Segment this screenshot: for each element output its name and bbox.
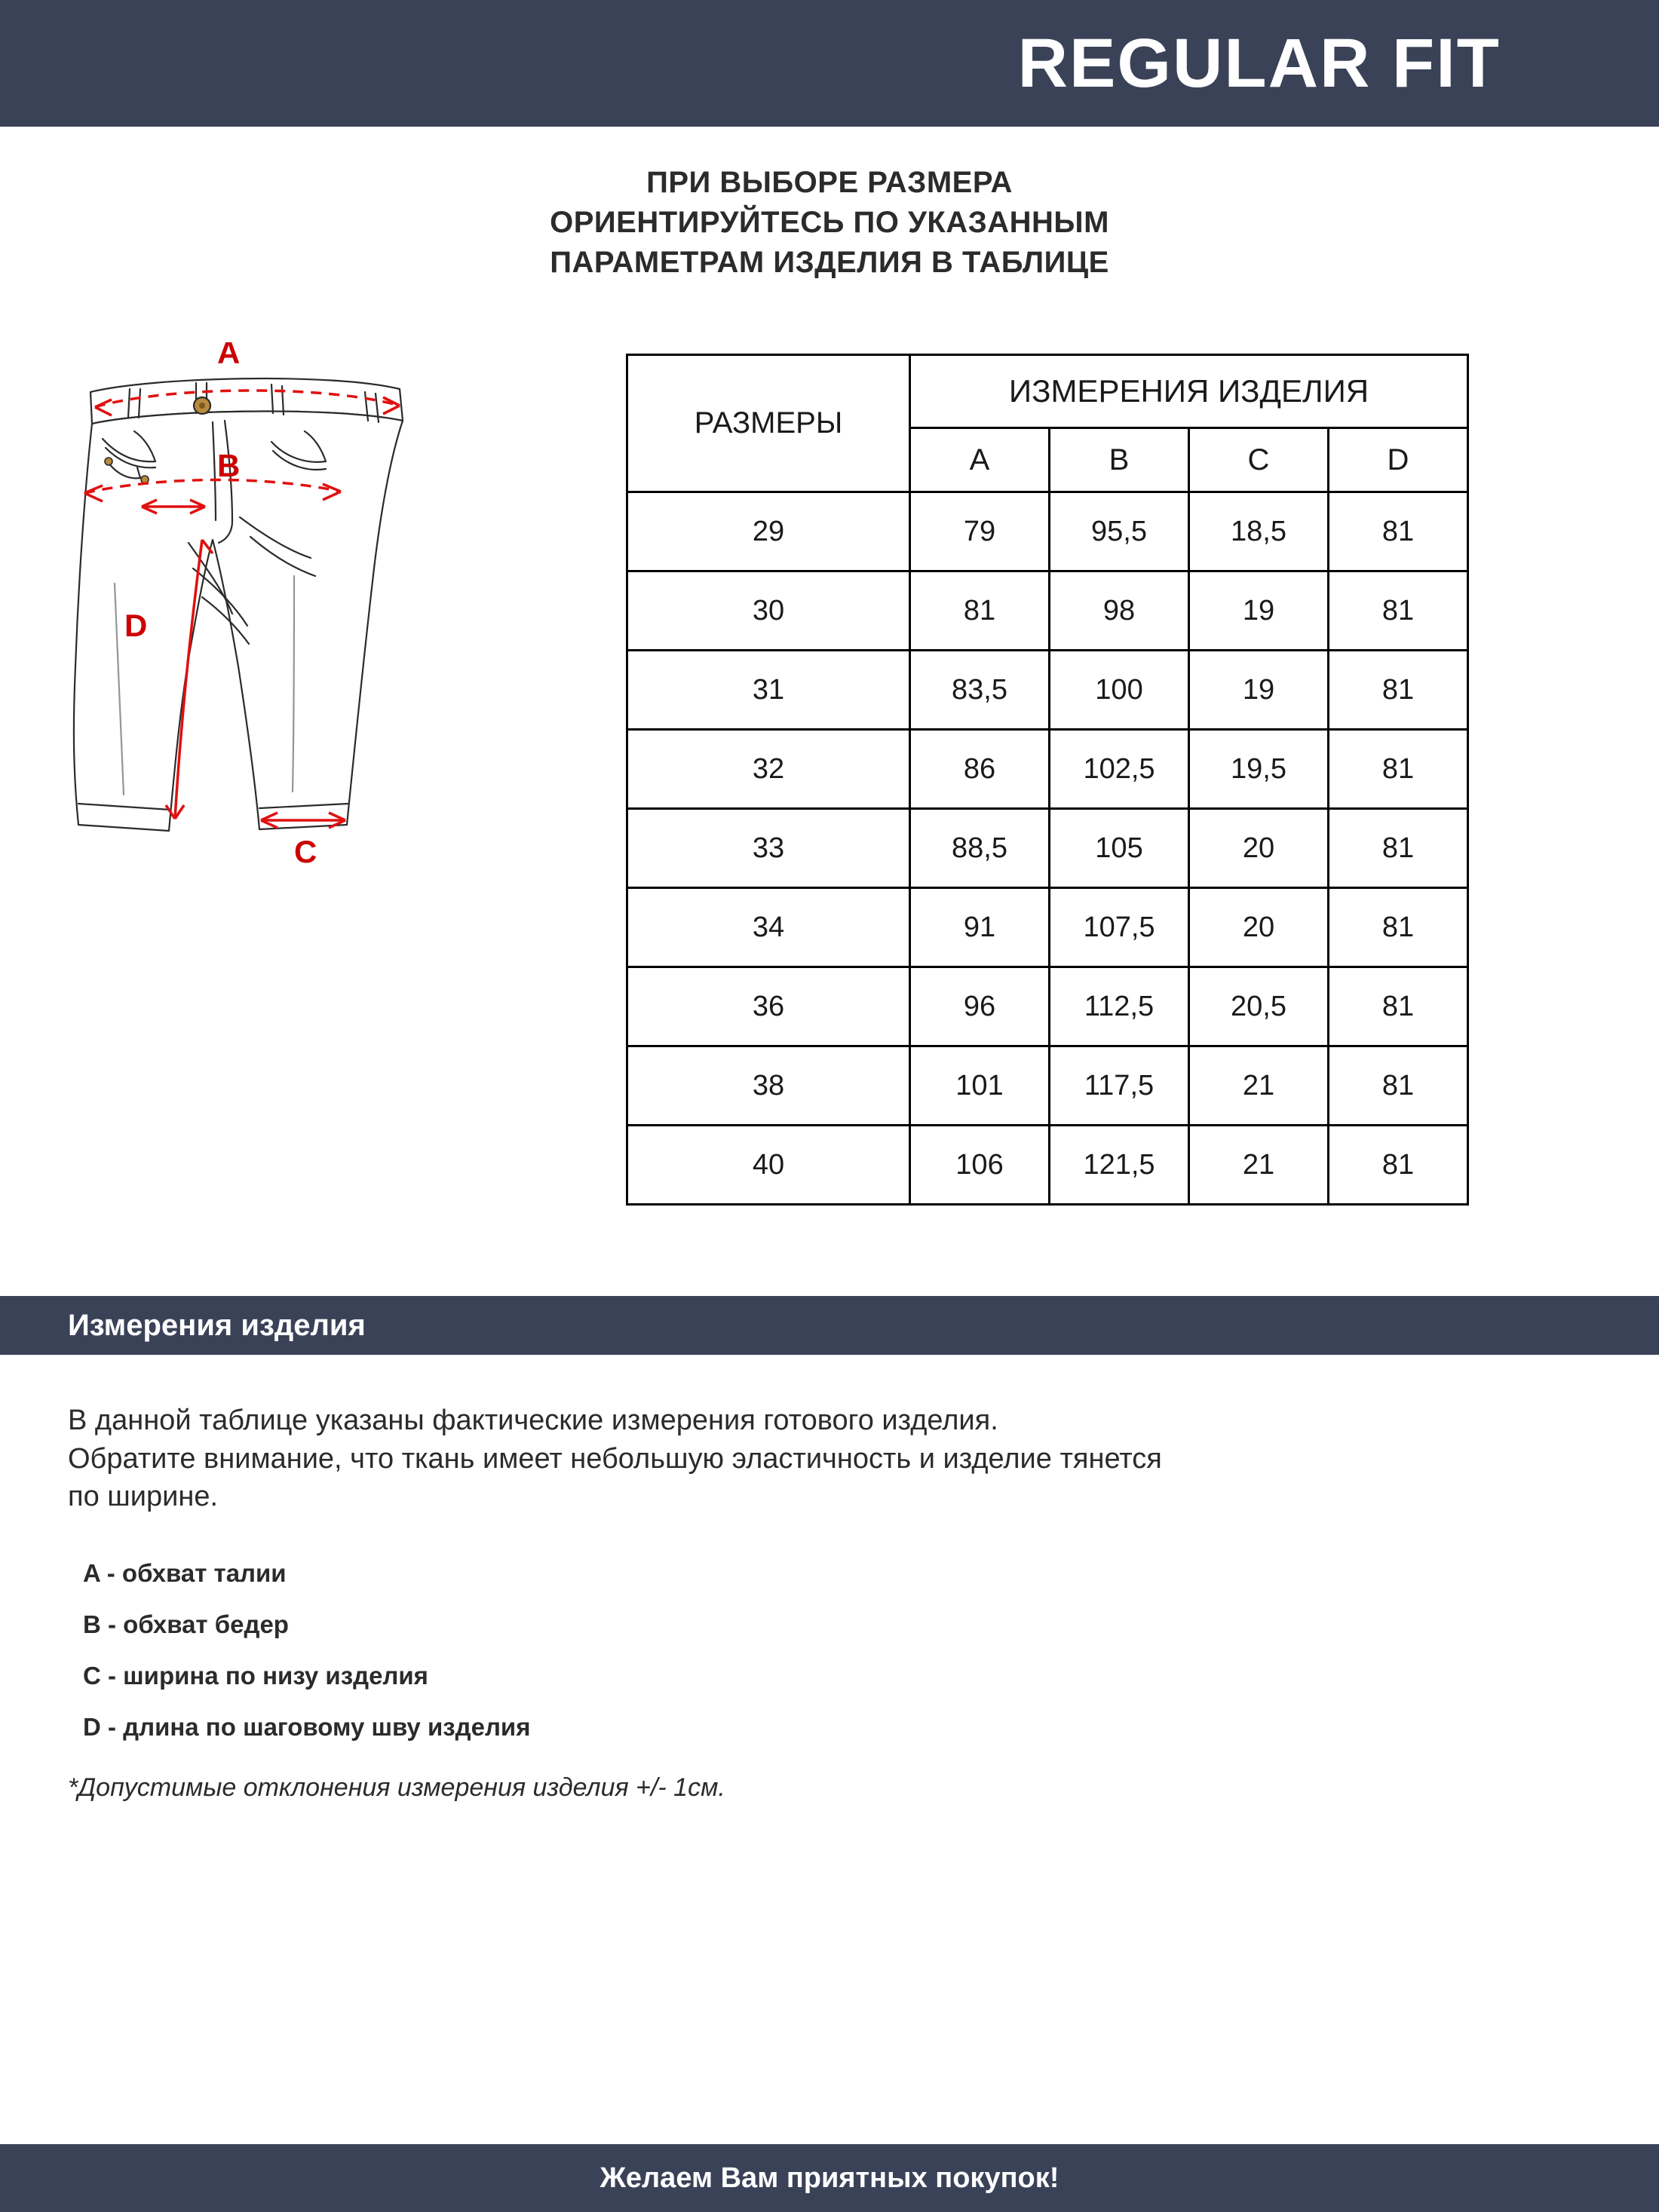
- column-header-c: C: [1189, 428, 1329, 492]
- size-value: 38: [627, 1046, 910, 1126]
- value-c: 20,5: [1189, 967, 1329, 1046]
- table-row: [627, 571, 1468, 651]
- measurements-group-header: ИЗМЕРЕНИЯ ИЗДЕЛИЯ: [910, 355, 1468, 428]
- value-b: 121,5: [1050, 1126, 1189, 1205]
- table-row: [627, 651, 1468, 730]
- table-row: [627, 809, 1468, 888]
- diagram-label-d: D: [124, 608, 148, 644]
- legend-item-b: B - обхват бедер: [83, 1610, 289, 1638]
- notes-block: [0, 1355, 1659, 1802]
- size-value: 34: [627, 888, 910, 967]
- value-b: 100: [1050, 651, 1189, 730]
- footer-text: Желаем Вам приятных покупок!: [600, 2161, 1059, 2194]
- table-row: [627, 1126, 1468, 1205]
- value-c: 18,5: [1189, 492, 1329, 571]
- section-bar: [0, 1296, 1659, 1355]
- value-b: 117,5: [1050, 1046, 1189, 1126]
- value-a: 79: [910, 492, 1050, 571]
- legend-item-c: C - ширина по низу изделия: [83, 1661, 428, 1690]
- subtitle-line-1: ПРИ ВЫБОРЕ РАЗМЕРА: [646, 166, 1013, 199]
- value-c: 20: [1189, 888, 1329, 967]
- value-b: 105: [1050, 809, 1189, 888]
- value-b: 98: [1050, 571, 1189, 651]
- footer-bar: [0, 2144, 1659, 2212]
- legend-item-d: D - длина по шаговому шву изделия: [83, 1712, 531, 1741]
- table-row: [627, 492, 1468, 571]
- value-a: 106: [910, 1126, 1050, 1205]
- value-a: 81: [910, 571, 1050, 651]
- sizes-column-header: РАЗМЕРЫ: [627, 355, 910, 492]
- value-a: 91: [910, 888, 1050, 967]
- subtitle-line-3: ПАРАМЕТРАМ ИЗДЕЛИЯ В ТАБЛИЦЕ: [550, 245, 1109, 279]
- value-c: 20: [1189, 809, 1329, 888]
- value-a: 101: [910, 1046, 1050, 1126]
- section-title: Измерения изделия: [68, 1308, 366, 1342]
- value-d: 81: [1329, 492, 1468, 571]
- note-line-2: Обратите внимание, что ткань имеет небольшую эластичность и изделие тянется: [68, 1442, 1162, 1475]
- value-b: 107,5: [1050, 888, 1189, 967]
- value-b: 112,5: [1050, 967, 1189, 1046]
- value-c: 21: [1189, 1046, 1329, 1126]
- column-header-d: D: [1329, 428, 1468, 492]
- value-d: 81: [1329, 1046, 1468, 1126]
- diagram-label-c: C: [294, 834, 317, 870]
- main-content: [0, 335, 1659, 1206]
- diagram-label-a: A: [217, 342, 241, 371]
- size-value: 36: [627, 967, 910, 1046]
- table-row: [627, 888, 1468, 967]
- column-header-b: B: [1050, 428, 1189, 492]
- column-header-a: A: [910, 428, 1050, 492]
- value-d: 81: [1329, 730, 1468, 809]
- page-title: REGULAR FIT: [1017, 25, 1501, 102]
- subtitle-block: [0, 163, 1659, 282]
- size-table: [626, 354, 1469, 1206]
- note-line-1: В данной таблице указаны фактические измерения готового изделия.: [68, 1405, 998, 1437]
- table-header-row-1: [627, 355, 1468, 428]
- size-table-wrapper: [626, 354, 1469, 1206]
- jeans-diagram: [45, 342, 603, 870]
- size-value: 40: [627, 1126, 910, 1205]
- note-line-3: по ширине.: [68, 1480, 219, 1512]
- size-value: 32: [627, 730, 910, 809]
- value-a: 96: [910, 967, 1050, 1046]
- value-d: 81: [1329, 1126, 1468, 1205]
- value-d: 81: [1329, 967, 1468, 1046]
- value-a: 86: [910, 730, 1050, 809]
- table-row: [627, 730, 1468, 809]
- table-row: [627, 1046, 1468, 1126]
- value-d: 81: [1329, 809, 1468, 888]
- diagram-label-b: B: [217, 448, 241, 484]
- value-d: 81: [1329, 651, 1468, 730]
- value-c: 19,5: [1189, 730, 1329, 809]
- size-value: 29: [627, 492, 910, 571]
- value-b: 95,5: [1050, 492, 1189, 571]
- table-row: [627, 967, 1468, 1046]
- value-a: 88,5: [910, 809, 1050, 888]
- value-d: 81: [1329, 571, 1468, 651]
- size-value: 30: [627, 571, 910, 651]
- value-a: 83,5: [910, 651, 1050, 730]
- value-c: 19: [1189, 651, 1329, 730]
- value-d: 81: [1329, 888, 1468, 967]
- legend-item-a: A - обхват талии: [83, 1558, 287, 1587]
- value-b: 102,5: [1050, 730, 1189, 809]
- subtitle-line-2: ОРИЕНТИРУЙТЕСЬ ПО УКАЗАННЫМ: [550, 205, 1109, 239]
- size-value: 31: [627, 651, 910, 730]
- header-bar: [0, 0, 1659, 127]
- legend-list: [68, 1559, 1591, 1742]
- size-value: 33: [627, 809, 910, 888]
- value-c: 21: [1189, 1126, 1329, 1205]
- footnote: *Допустимые отклонения измерения изделия +/- 1см.: [68, 1772, 725, 1802]
- value-c: 19: [1189, 571, 1329, 651]
